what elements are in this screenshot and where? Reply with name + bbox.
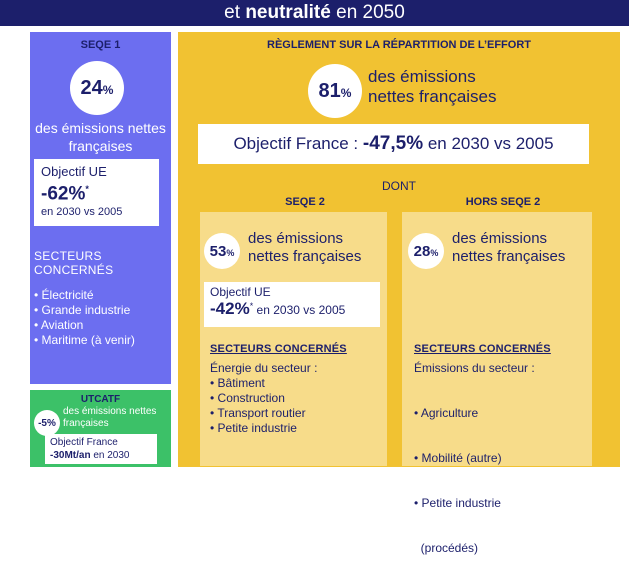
list-item: • Maritime (à venir) [34,333,135,347]
utcatf-desc: des émissions nettes françaises [63,406,157,429]
effort-pct-unit: % [340,86,352,100]
hors-seqe2-sectors-list [414,376,586,586]
seqe2-pct-circle [204,233,240,269]
seqe1-objective-mark: * [85,184,89,194]
utcatf-pct-circle [34,410,60,436]
utcatf-objective-box [45,434,157,464]
utcatf-pct: -5% [38,417,56,429]
list-item: • Électricité [34,288,94,302]
seqe2-desc-line1: des émissions [248,230,344,247]
seqe2-pct-unit: % [226,247,235,258]
hors-seqe2-title: HORS SEQE 2 [465,196,541,208]
utcatf-objective-suffix: en 2030 [93,450,130,461]
hors-seqe2-desc-line1: des émissions [452,230,548,247]
list-item: • Construction [210,391,285,405]
utcatf-title: UTCATF [80,394,121,405]
seqe2-sectors-intro: Énergie du secteur : [210,361,318,375]
seqe2-desc-line2: nettes françaises [248,248,362,265]
hors-seqe2-desc [452,230,590,266]
hors-seqe2-pct-value: 28 [413,242,431,260]
seqe1-objective-label: Objectif UE [41,164,107,179]
list-item: • Petite industrie [414,496,501,510]
seqe1-desc: des émissions nettes françaises [35,120,166,154]
list-item: (procédés) [414,541,479,555]
seqe2-sectors-title: SECTEURS CONCERNÉS [210,343,347,355]
effort-objective-suffix: en 2030 vs 2005 [427,134,554,153]
list-item: • Aviation [34,318,84,332]
list-item: • Agriculture [414,406,479,420]
effort-objective-prefix: Objectif France : [233,134,359,153]
seqe1-pct-circle [70,61,124,115]
hors-seqe2-pct-unit: % [430,247,439,258]
hors-seqe2-panel [402,212,592,555]
seqe2-pct-value: 53 [209,242,227,260]
seqe2-objective-value: -42% [210,299,250,318]
hors-seqe2-pct-circle [408,233,444,269]
effort-sharing-panel [178,32,620,555]
seqe1-objective-suffix: en 2030 vs 2005 [41,206,123,219]
seqe2-title: SEQE 2 [285,196,325,208]
list-item: • Transport routier [210,406,306,420]
list-item: • Mobilité (autre) [414,451,502,465]
utcatf-objective-label: Objectif France [50,437,118,448]
seqe2-desc [248,230,386,266]
effort-objective-value: -47,5% [362,133,424,154]
seqe2-sectors-list [210,376,380,436]
utcatf-panel [30,390,171,467]
hors-seqe2-desc-line2: nettes françaises [452,248,566,265]
seqe1-pct-value: 24 [80,76,103,99]
seqe2-panel [200,212,387,466]
list-item: • Bâtiment [210,376,265,390]
seqe1-pct-unit: % [102,83,114,97]
seqe1-objective-value: -62% [41,183,86,205]
effort-pct-value: 81 [318,79,341,102]
list-item: • Grande industrie [34,303,131,317]
effort-title: RÈGLEMENT SUR LA RÉPARTITION DE L’EFFORT [267,39,531,51]
banner-suffix: en 2050 [336,2,405,23]
seqe2-objective-label: Objectif UE [210,285,271,299]
seqe1-objective-box [34,159,159,226]
effort-desc-line2: nettes françaises [368,87,497,106]
utcatf-objective-value: -30Mt/an [50,450,91,461]
seqe1-sectors-list [34,288,168,348]
seqe1-title: SEQE 1 [80,39,121,51]
banner-prefix: et [224,2,241,23]
seqe1-sectors-title: SECTEURS CONCERNÉS [34,249,114,277]
effort-desc [368,67,568,107]
hors-seqe2-sectors-intro: Émissions du secteur : [414,361,535,375]
effort-objective-box [198,124,589,164]
effort-desc-line1: des émissions [368,67,476,86]
hors-seqe2-sectors-title: SECTEURS CONCERNÉS [414,343,551,355]
seqe1-panel [30,32,171,384]
seqe2-objective-box [204,282,380,327]
list-item: • Petite industrie [210,421,297,435]
header-banner [0,0,629,26]
banner-bold: neutralité [245,2,331,23]
effort-dont: DONT [382,179,416,193]
effort-pct-circle [308,64,362,118]
seqe2-objective-suffix: en 2030 vs 2005 [256,303,346,317]
seqe2-objective-mark: * [249,301,254,311]
